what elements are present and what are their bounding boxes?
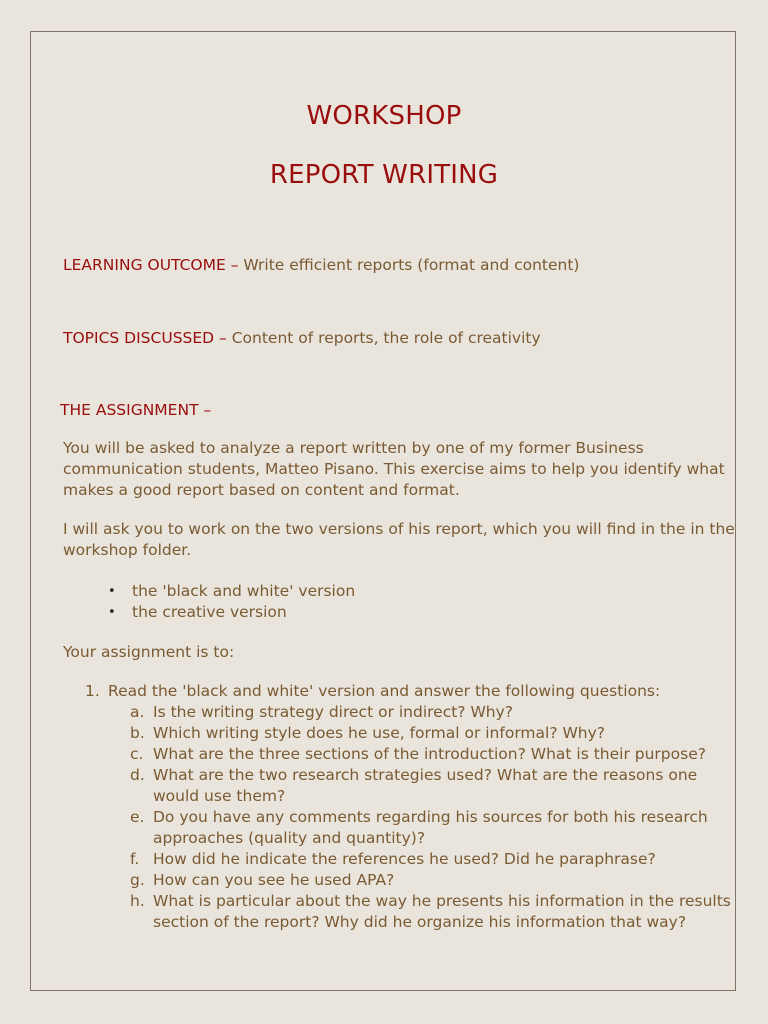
assignment-label: THE ASSIGNMENT bbox=[60, 401, 199, 419]
question-marker: b. bbox=[130, 724, 145, 742]
bullet-text: the 'black and white' version bbox=[132, 582, 356, 600]
question-text: Do you have any comments regarding his sources for both his research approaches (quality and quantity)? bbox=[153, 808, 708, 847]
list-item bbox=[108, 723, 735, 744]
assignment-paragraph-2: I will ask you to work on the two versions of his report, which you will find in the in the workshop folder. bbox=[63, 520, 735, 559]
assignment-dash: – bbox=[198, 401, 212, 419]
question-marker: c. bbox=[130, 745, 144, 763]
bullet-text: the creative version bbox=[132, 603, 287, 621]
question-list bbox=[108, 702, 735, 933]
question-marker: e. bbox=[130, 808, 145, 826]
learning-outcome-dash: – bbox=[225, 256, 244, 274]
topics-discussed-label: TOPICS DISCUSSED bbox=[63, 329, 215, 347]
page-title-report-writing: REPORT WRITING bbox=[269, 160, 499, 190]
question-text: How can you see he used APA? bbox=[153, 871, 395, 889]
assignment-intro: Your assignment is to: bbox=[63, 643, 235, 661]
assignment-paragraph-1: You will be asked to analyze a report written by one of my former Business communication students, Matteo Pisano. This exercise aims to help you identify what makes a good report based on content and format. bbox=[63, 439, 725, 499]
question-text: What are the three sections of the introduction? What is their purpose? bbox=[153, 745, 706, 763]
question-text: How did he indicate the references he used? Did he paraphrase? bbox=[153, 850, 656, 868]
list-item bbox=[105, 581, 355, 602]
question-marker: g. bbox=[130, 871, 145, 889]
question-text: What are the two research strategies used? What are the reasons one would use them? bbox=[153, 766, 698, 805]
list-item bbox=[108, 891, 735, 933]
list-item bbox=[108, 744, 735, 765]
task-marker: 1. bbox=[85, 682, 100, 700]
question-text: What is particular about the way he presents his information in the results section of the report? Why did he organize his information that way? bbox=[153, 892, 731, 931]
question-text: Which writing style does he use, formal or informal? Why? bbox=[153, 724, 606, 742]
question-marker: h. bbox=[130, 892, 145, 910]
list-item bbox=[108, 849, 735, 870]
task-text: Read the 'black and white' version and answer the following questions: bbox=[108, 682, 661, 700]
list-item bbox=[105, 602, 355, 623]
list-item bbox=[108, 870, 735, 891]
task-item-1 bbox=[63, 681, 735, 702]
question-marker: f. bbox=[130, 850, 140, 868]
topics-discussed-line bbox=[63, 329, 541, 347]
learning-outcome-text: Write efficient reports (format and content) bbox=[243, 256, 580, 274]
list-item bbox=[108, 702, 735, 723]
list-item bbox=[108, 765, 735, 807]
version-bullet-list bbox=[105, 581, 355, 623]
page-title-workshop: WORKSHOP bbox=[306, 101, 462, 131]
topics-discussed-text: Content of reports, the role of creativity bbox=[231, 329, 541, 347]
task-list bbox=[63, 681, 735, 933]
learning-outcome-label: LEARNING OUTCOME bbox=[63, 256, 226, 274]
assignment-heading bbox=[60, 401, 211, 419]
bullet-icon: • bbox=[108, 584, 116, 599]
topics-discussed-dash: – bbox=[214, 329, 232, 347]
learning-outcome-line bbox=[63, 256, 579, 274]
question-marker: d. bbox=[130, 766, 145, 784]
question-text: Is the writing strategy direct or indirect? Why? bbox=[153, 703, 514, 721]
question-marker: a. bbox=[130, 703, 145, 721]
bullet-icon: • bbox=[108, 605, 116, 620]
list-item bbox=[108, 807, 735, 849]
